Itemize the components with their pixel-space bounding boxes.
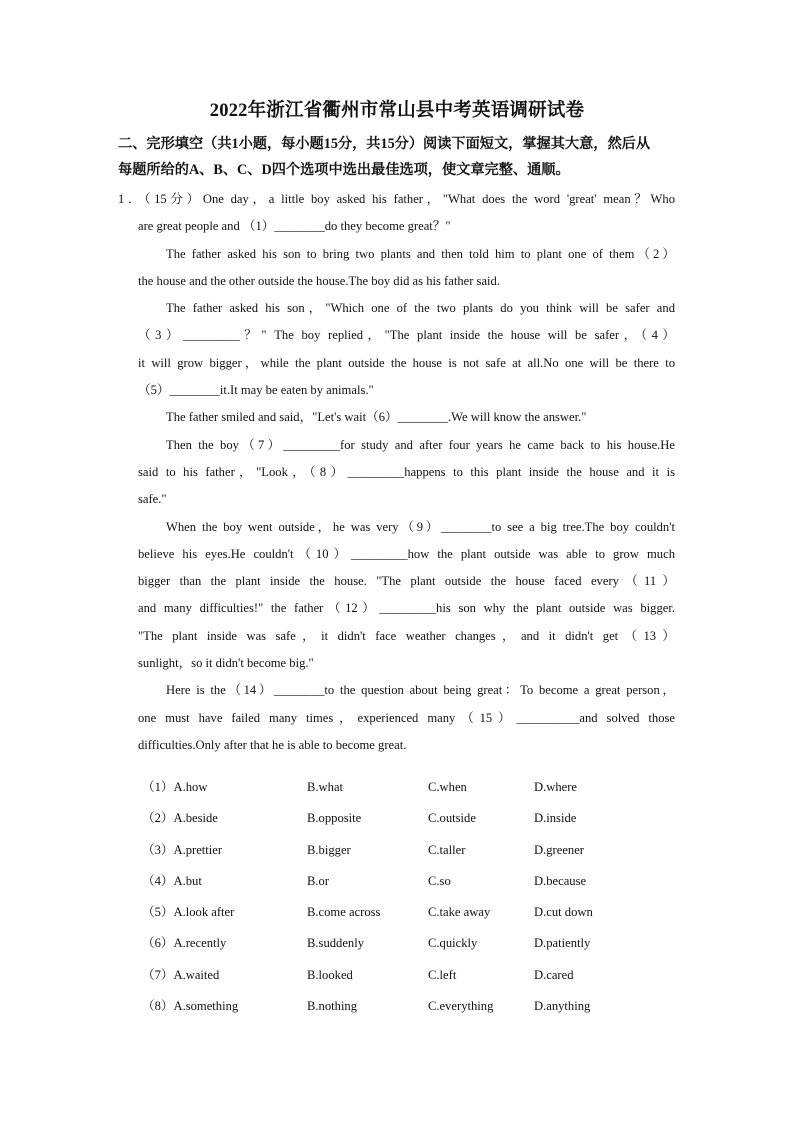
passage-line: "The plant inside was safe，it didn't face weather changes，and it didn't get（13） bbox=[138, 628, 675, 643]
option-d: D.greener bbox=[534, 842, 584, 857]
passage-line: The father asked his son to bring two plants and then told him to plant one of them（2） bbox=[166, 246, 675, 261]
option-b: B.nothing bbox=[307, 999, 358, 1014]
option-d: D.inside bbox=[534, 811, 577, 826]
section-instructions bbox=[118, 131, 678, 183]
option-c: C.left bbox=[428, 967, 457, 982]
option-a: （6）A.recently bbox=[142, 936, 227, 951]
option-b: B.come across bbox=[307, 905, 381, 920]
passage-line: Here is the（14）________to the question about being great：To become a great person， bbox=[166, 683, 675, 698]
option-b: B.opposite bbox=[307, 811, 362, 826]
passage-line: The father smiled and said，"Let's wait（6）________.We will know the answer." bbox=[166, 410, 587, 425]
option-d: D.patiently bbox=[534, 936, 591, 951]
option-c: C.outside bbox=[428, 811, 476, 826]
passage-line: it will grow bigger，while the plant outside the house is not safe at all.No one will be there to bbox=[138, 355, 675, 370]
option-d: D.where bbox=[534, 780, 578, 794]
option-b: B.bigger bbox=[307, 842, 351, 857]
option-a: （1）A.how bbox=[142, 780, 208, 794]
passage-line: When the boy went outside，he was very（9）________to see a big tree.The boy couldn't bbox=[166, 519, 675, 534]
option-a: （4）A.but bbox=[142, 873, 202, 888]
passage-line: one must have failed many times，experienced many（15）__________and solved those bbox=[138, 710, 675, 725]
section-instructions-line: 每题所给的A、B、C、D四个选项中选出最佳选项，使文章完整、通顺。 bbox=[118, 162, 570, 178]
option-c: C.when bbox=[428, 780, 467, 794]
option-c: C.quickly bbox=[428, 936, 478, 951]
passage-line: and many difficulties!" the father（12）_________his son why the plant outside was bigger. bbox=[138, 601, 675, 616]
option-c: C.so bbox=[428, 873, 451, 888]
option-a: （5）A.look after bbox=[142, 905, 235, 920]
option-a: （3）A.prettier bbox=[142, 842, 223, 857]
passage-line: sunlight，so it didn't become big." bbox=[138, 656, 314, 671]
passage-line: （5）________it.It may be eaten by animals." bbox=[138, 383, 374, 398]
option-b: B.what bbox=[307, 780, 344, 794]
option-a: （2）A.beside bbox=[142, 811, 218, 826]
passage-line: Then the boy（7）_________for study and after four years he came back to his house.He bbox=[166, 437, 675, 452]
option-d: D.anything bbox=[534, 999, 591, 1014]
passage-line: said to his father，"Look，（8）_________happens to this plant inside the house and it is bbox=[138, 464, 675, 479]
passage-line: are great people and （1）________do they become great？" bbox=[138, 219, 451, 234]
passage-line: safe." bbox=[138, 492, 167, 507]
option-a: （8）A.something bbox=[142, 999, 239, 1014]
passage-line: bigger than the plant inside the house. "The plant outside the house faced every（11） bbox=[138, 574, 675, 589]
passage-line: The father asked his son，"Which one of the two plants do you think will be safer and bbox=[166, 301, 675, 316]
option-b: B.looked bbox=[307, 967, 353, 982]
passage-line: the house and the other outside the house.The boy did as his father said. bbox=[138, 273, 500, 288]
passage-line: believe his eyes.He couldn't（10）_________how the plant outside was able to grow much bbox=[138, 546, 675, 561]
passage-line: 1．（15分）One day，a little boy asked his father，"What does the word 'great' mean？Who bbox=[118, 192, 675, 206]
passage-line: difficulties.Only after that he is able to become great. bbox=[138, 737, 407, 752]
option-c: C.take away bbox=[428, 905, 491, 920]
page-title: 2022年浙江省衢州市常山县中考英语调研试卷 bbox=[209, 101, 585, 121]
option-d: D.because bbox=[534, 873, 587, 888]
option-d: D.cut down bbox=[534, 905, 593, 920]
option-b: B.suddenly bbox=[307, 936, 365, 951]
option-c: C.taller bbox=[428, 842, 466, 857]
section-instructions-line: 二、完形填空（共1小题，每小题15分，共15分）阅读下面短文，掌握其大意，然后从 bbox=[118, 136, 651, 152]
cloze-passage bbox=[118, 186, 675, 759]
option-d: D.cared bbox=[534, 967, 574, 982]
option-c: C.everything bbox=[428, 999, 494, 1014]
passage-line: （3）_________？" The boy replied，"The plant inside the house will be safer，（4） bbox=[138, 328, 675, 343]
option-b: B.or bbox=[307, 873, 330, 888]
option-a: （7）A.waited bbox=[142, 967, 220, 982]
